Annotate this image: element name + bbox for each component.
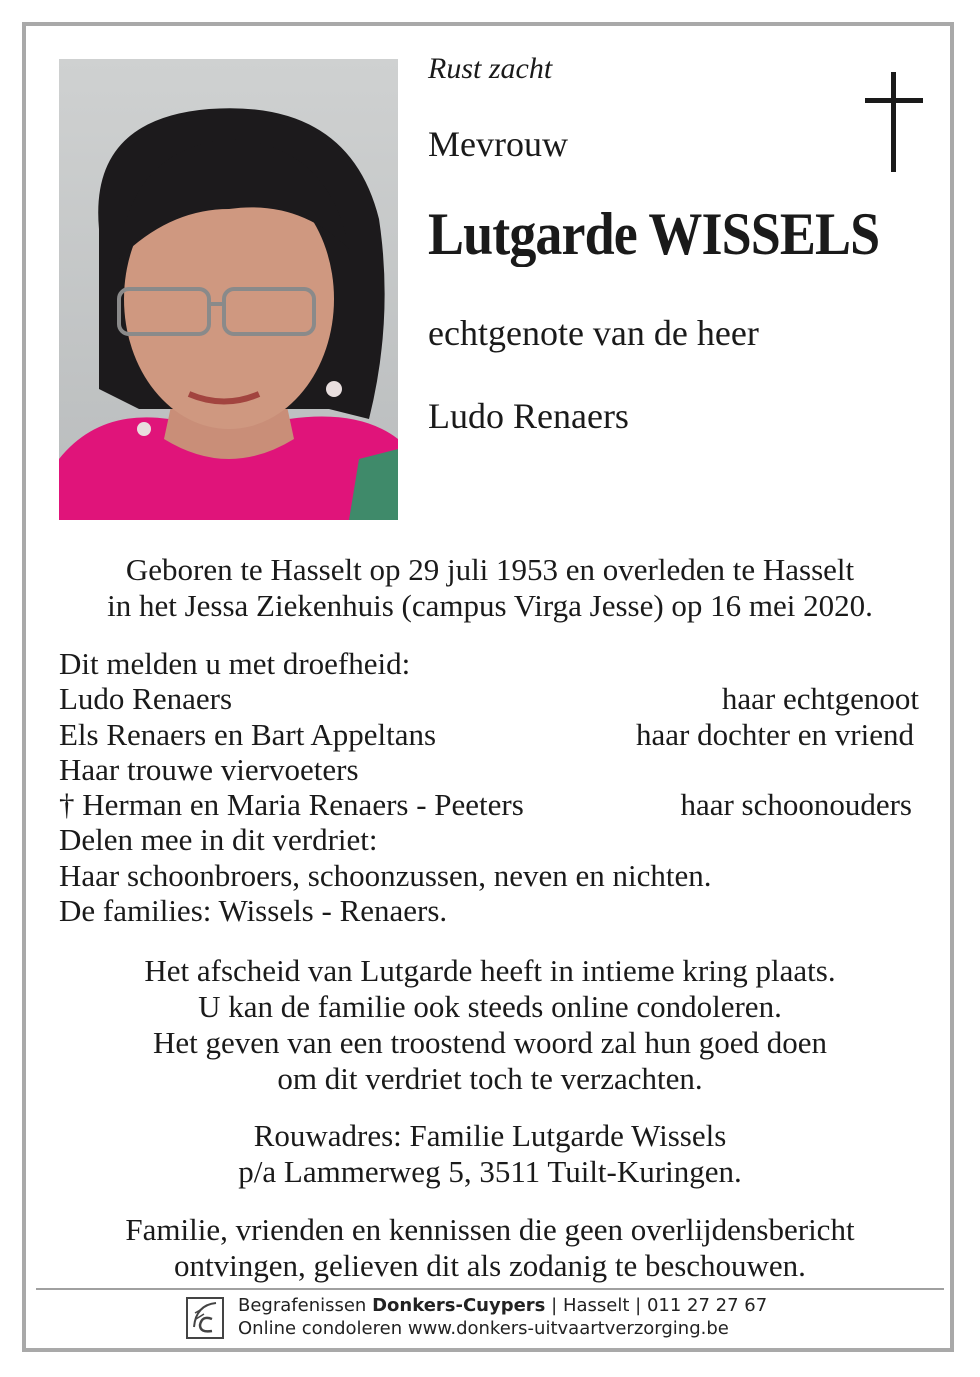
portrait-photo: [59, 59, 398, 520]
birth-line: Geboren te Hasselt op 29 juli 1953 en overleden te Hasselt: [125, 552, 855, 587]
notice-text: [40, 1212, 940, 1284]
footer-prefix: Begrafenissen: [238, 1295, 367, 1316]
share-intro: Delen mee in dit verdriet:: [59, 822, 378, 858]
farewell-line: Het afscheid van Lutgarde heeft in intieme kring plaats.: [144, 953, 836, 988]
footer-separator: |: [551, 1295, 558, 1316]
notice-line: ontvingen, gelieven dit als zodanig te beschouwen.: [174, 1248, 806, 1283]
share-line: Haar schoonbroers, schoonzussen, neven en nichten.: [59, 857, 712, 893]
farewell-text: [40, 953, 940, 1097]
share-line: De families: Wissels - Renaers.: [59, 893, 448, 929]
announcement-intro: Dit melden u met droefheid:: [59, 646, 411, 681]
footer-line-online: [238, 1317, 767, 1340]
birth-death-text: [40, 552, 940, 624]
mourner-row: [59, 717, 919, 752]
spouse-intro: echtgenote van de heer: [428, 313, 759, 353]
mourner-name: Ludo Renaers: [59, 681, 233, 717]
mourner-relation: haar schoonouders: [680, 787, 912, 823]
footer-company: Donkers-Cuypers: [372, 1295, 546, 1316]
motto: Rust zacht: [428, 52, 553, 85]
footer-city: Hasselt: [562, 1295, 630, 1316]
spouse-name: Ludo Renaers: [428, 396, 629, 436]
address-line: Rouwadres: Familie Lutgarde Wissels: [253, 1118, 727, 1153]
mourner-relation: haar dochter en vriend: [635, 716, 914, 752]
footer-phone: 011 27 27 67: [646, 1295, 768, 1316]
mourner-name: Els Renaers en Bart Appeltans: [59, 716, 437, 752]
footer-separator: |: [635, 1295, 642, 1316]
mourner-relation: haar echtgenoot: [721, 681, 919, 717]
footer-divider: [36, 1288, 944, 1290]
death-line: in het Jessa Ziekenhuis (campus Virga Jesse) op 16 mei 2020.: [107, 588, 873, 623]
address-line: p/a Lammerweg 5, 3511 Tuilt-Kuringen.: [238, 1154, 742, 1189]
notice-line: Familie, vrienden en kennissen die geen overlijdensbericht: [125, 1212, 855, 1247]
footer-website-link[interactable]: www.donkers-uitvaartverzorging.be: [407, 1318, 729, 1339]
footer: [238, 1294, 767, 1340]
salutation: Mevrouw: [428, 124, 568, 164]
mourner-name: † Herman en Maria Renaers - Peeters: [59, 787, 524, 823]
farewell-line: Het geven van een troostend woord zal hun goed doen: [152, 1025, 828, 1060]
mourning-address: [40, 1118, 940, 1190]
mourner-name: Haar trouwe viervoeters: [59, 751, 359, 787]
farewell-line: U kan de familie ook steeds online condoleren.: [198, 989, 782, 1024]
mourner-row: [59, 752, 919, 787]
farewell-line: om dit verdriet toch te verzachten.: [277, 1061, 703, 1096]
footer-online-label: Online condoleren: [238, 1318, 403, 1339]
deceased-name: Lutgarde WISSELS: [428, 201, 880, 267]
footer-line-company: [238, 1294, 767, 1317]
cross-icon: [865, 72, 923, 172]
mourner-row: [59, 787, 919, 822]
funeral-home-logo-icon: [186, 1297, 224, 1339]
mourner-row: [59, 681, 919, 716]
announcement: [59, 646, 919, 928]
